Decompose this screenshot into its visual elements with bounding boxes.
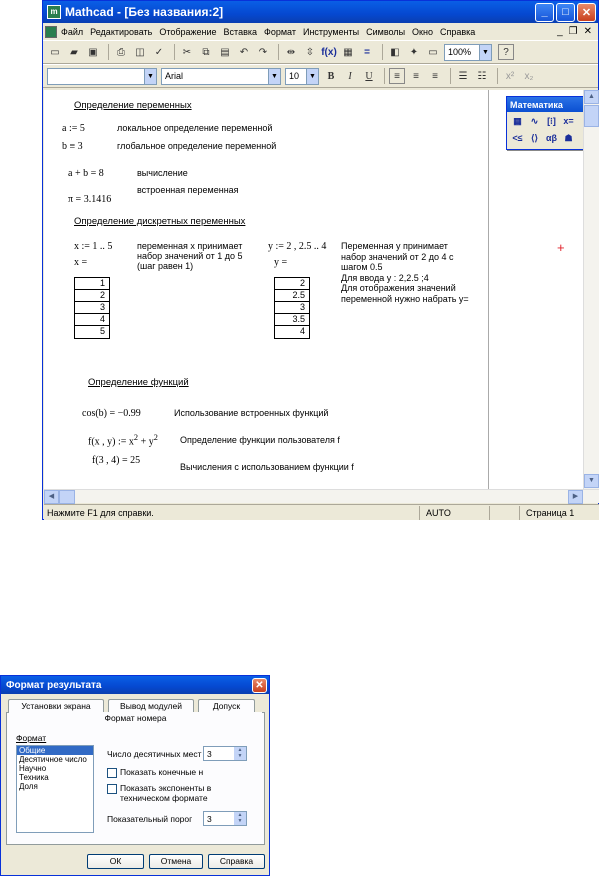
cut-icon[interactable]: ✂ [182, 46, 192, 58]
menu-bar [43, 23, 598, 40]
math-f-mid: + y [138, 436, 154, 448]
menu-symbolics[interactable]: Символы [366, 26, 406, 37]
scroll-down-icon[interactable]: ▼ [584, 474, 599, 488]
list-item-fraction[interactable]: Доля [19, 782, 38, 791]
menu-file[interactable]: Файл [61, 26, 84, 37]
text-line: Переменная y принимает [341, 241, 448, 251]
status-bar [44, 504, 599, 520]
toolbar-separator [384, 68, 385, 84]
math-y-equals[interactable]: y = [274, 257, 288, 268]
tab-number-format[interactable]: Формат номера [9, 712, 262, 725]
text-line: набор значений от 1 до 5 [137, 251, 243, 261]
standard-toolbar [43, 40, 598, 64]
text-pi-description[interactable]: встроенная переменная [137, 185, 239, 195]
text-y-description[interactable] [341, 241, 469, 304]
spinner-arrows-icon[interactable]: ▲ ▼ [234, 812, 246, 825]
ok-button[interactable]: ОК [87, 854, 144, 869]
style-select[interactable] [47, 68, 157, 85]
text-f-description[interactable]: Определение функции пользователя f [180, 435, 340, 445]
list-item-engineering[interactable]: Техника [19, 773, 49, 782]
symbolic-icon[interactable]: ☗ [564, 133, 573, 143]
heading-variables: Определение переменных [74, 100, 192, 111]
cancel-button[interactable]: Отмена [149, 854, 203, 869]
chevron-down-icon[interactable]: ▼ [479, 45, 491, 60]
zoom-select[interactable] [444, 44, 492, 61]
heading-range-variables: Определение дискретных переменных [74, 216, 246, 227]
dialog-titlebar [1, 676, 269, 694]
align-center-icon[interactable]: ≡ [413, 70, 419, 82]
bold-icon[interactable]: B [327, 70, 335, 82]
insert-function-icon[interactable]: f(x) [321, 46, 337, 58]
checkbox-box[interactable] [107, 784, 117, 794]
math-b-definition[interactable]: b ≡ 3 [62, 141, 83, 152]
new-document-icon[interactable]: ▭ [50, 46, 60, 58]
status-mode: AUTO [419, 506, 489, 520]
spinner-arrows-icon[interactable]: ▲ ▼ [234, 747, 246, 760]
table-cell: 1 [75, 278, 109, 290]
exponents-checkbox[interactable] [107, 783, 211, 803]
window-icon[interactable]: ▭ [428, 46, 438, 58]
status-page: Страница 1 [519, 506, 599, 520]
font-value: Arial [165, 71, 184, 81]
evaluation-icon[interactable]: x= [563, 116, 574, 126]
scroll-thumb[interactable] [584, 105, 599, 127]
tab-display-options[interactable]: Установки экрана [8, 699, 104, 712]
text-line: Для ввода y : 2,2.5 ;4 [341, 272, 429, 283]
math-sum[interactable]: a + b = 8 [68, 168, 104, 179]
toolbar-separator [450, 68, 451, 84]
close-button[interactable]: ✕ [577, 3, 596, 22]
tab-unit-display[interactable]: Вывод модулей [108, 699, 194, 712]
font-size-value: 10 [289, 71, 300, 81]
font-select[interactable] [161, 68, 281, 85]
decimals-value: 3 [207, 748, 212, 759]
menu-help[interactable]: Справка [439, 26, 476, 37]
status-help-text: Нажмите F1 для справки. [47, 507, 154, 518]
underline-icon[interactable]: U [365, 70, 373, 82]
graph-icon[interactable]: ∿ [530, 116, 539, 126]
text-f-call-description[interactable]: Вычисления с использованием функции f [180, 462, 354, 472]
result-format-dialog [0, 675, 270, 876]
redo-icon[interactable]: ↷ [258, 46, 268, 58]
tab-tolerance[interactable]: Допуск [198, 699, 255, 712]
maximize-button[interactable]: □ [556, 3, 575, 22]
table-cell: 5 [99, 326, 105, 336]
table-cell: 4 [299, 326, 305, 336]
doc-restore-icon[interactable]: ❐ [568, 26, 578, 37]
toolbar-separator [382, 44, 383, 60]
math-f-definition[interactable] [88, 433, 158, 447]
insertion-crosshair-icon: + [557, 240, 565, 255]
math-f-call[interactable]: f(3 , 4) = 25 [92, 455, 141, 466]
text-line: шагом 0.5 [341, 262, 383, 272]
spellcheck-icon[interactable]: ✓ [154, 46, 164, 58]
trailing-zeros-checkbox[interactable] [107, 767, 203, 778]
toolbar-separator [108, 44, 109, 60]
document-icon[interactable] [45, 26, 57, 38]
mathcad-app-icon: m [47, 5, 61, 19]
boolean-icon[interactable]: <≤ [512, 133, 523, 143]
text-cos-description[interactable]: Использование встроенных функций [174, 408, 329, 418]
text-line: (шаг равен 1) [137, 261, 194, 271]
chevron-down-icon[interactable]: ▼ [144, 69, 156, 84]
table-cell: 2.5 [275, 290, 309, 302]
menu-tools[interactable]: Инструменты [302, 26, 360, 37]
table-cell: 4 [75, 314, 109, 326]
math-cos[interactable]: cos(b) = −0.99 [82, 408, 141, 419]
superscript-icon[interactable]: x² [505, 70, 515, 82]
exponents-label [120, 783, 211, 803]
help-question-icon[interactable]: ? [498, 44, 514, 60]
math-f-exponent-2: 2 [153, 433, 158, 442]
mathcad-window [42, 0, 599, 520]
table-cell: 3 [75, 302, 109, 314]
save-icon[interactable]: ▣ [88, 46, 98, 58]
insert-unit-icon[interactable]: ▦ [343, 46, 353, 58]
math-f-exponent-1: 2 [133, 433, 139, 442]
math-f-base: f(x , y) := x [88, 436, 134, 448]
chevron-down-icon[interactable]: ▼ [306, 69, 318, 84]
threshold-spinner[interactable] [203, 811, 247, 826]
label-line: Показать экспоненты в [120, 783, 212, 793]
paste-icon[interactable]: ▤ [220, 46, 230, 58]
toolbar-separator [497, 68, 498, 84]
list-item-general[interactable]: Общие [17, 746, 93, 755]
page-margin-line [488, 90, 489, 489]
menu-view[interactable]: Отображение [159, 26, 217, 37]
palette-title: Математика [510, 99, 563, 110]
dialog-title: Формат результата [6, 679, 102, 691]
horizontal-scrollbar[interactable] [44, 489, 599, 503]
align-left-icon[interactable]: ≡ [389, 68, 405, 84]
scroll-left-icon[interactable]: ◀ [44, 490, 59, 504]
text-sum-description[interactable]: вычисление [137, 168, 188, 178]
math-x-equals[interactable]: x = [74, 257, 88, 268]
print-icon[interactable]: ⎙ [117, 46, 125, 58]
worksheet[interactable] [44, 90, 583, 489]
list-item-scientific[interactable]: Научно [19, 764, 47, 773]
greek-icon[interactable]: αβ [545, 133, 558, 143]
menu-edit[interactable]: Редактировать [90, 26, 153, 37]
scroll-right-icon[interactable]: ▶ [568, 490, 583, 504]
threshold-label: Показательный порог [107, 814, 193, 824]
menu-insert[interactable]: Вставка [223, 26, 257, 37]
programming-icon[interactable]: ⟨⟩ [530, 133, 539, 143]
format-listbox[interactable] [16, 745, 94, 833]
numbering-icon[interactable]: ☷ [477, 70, 487, 82]
format-label: Формат [16, 733, 47, 743]
decimals-spinner[interactable] [203, 746, 247, 761]
window-title: Mathcad - [Без названия:2] [65, 5, 224, 19]
toolbar-separator [174, 44, 175, 60]
math-y-definition[interactable]: y := 2 , 2.5 .. 4 [268, 241, 327, 252]
checkbox-box[interactable] [107, 768, 117, 778]
scroll-up-icon[interactable]: ▲ [584, 90, 599, 104]
align-right-icon[interactable]: ≡ [432, 70, 438, 82]
subscript-icon[interactable]: x₂ [524, 70, 534, 82]
dialog-close-icon[interactable]: ✕ [252, 678, 267, 693]
math-x-definition[interactable]: x := 1 .. 5 [74, 241, 113, 252]
toolbar-separator [278, 44, 279, 60]
threshold-value: 3 [207, 813, 212, 824]
doc-minimize-icon[interactable]: _ [557, 26, 563, 37]
text-line: Для отображения значений [341, 283, 456, 293]
matrix-icon[interactable]: [⁝] [547, 116, 556, 126]
open-folder-icon[interactable]: ▰ [70, 46, 78, 58]
chevron-down-icon[interactable]: ▼ [268, 69, 280, 84]
align-horizontal-icon[interactable]: ⇹ [286, 46, 296, 58]
formatting-toolbar [43, 64, 598, 88]
trailing-zeros-label: Показать конечные н [120, 767, 204, 777]
decimals-label: Число десятичных мест [107, 749, 202, 759]
text-line: набор значений от 2 до 4 с [341, 251, 454, 262]
text-line: переменная x принимает [137, 241, 243, 251]
label-line: техническом формате [120, 793, 208, 803]
table-cell: 2 [275, 278, 309, 290]
calculator-icon[interactable]: ▦ [513, 116, 522, 126]
table-cell: 3 [275, 302, 309, 314]
table-cell: 3.5 [275, 314, 309, 326]
copy-icon[interactable]: ⧉ [202, 46, 210, 58]
doc-close-icon[interactable]: ✕ [583, 26, 592, 37]
status-empty-cell [489, 506, 519, 520]
menu-format[interactable]: Формат [264, 26, 296, 37]
text-a-description[interactable]: локальное определение переменной [117, 123, 273, 133]
menu-window[interactable]: Окно [412, 26, 433, 37]
math-pi[interactable]: π = 3.1416 [68, 194, 112, 205]
bullets-icon[interactable]: ☰ [458, 70, 468, 82]
vertical-scrollbar[interactable] [583, 90, 599, 489]
undo-icon[interactable]: ↶ [239, 46, 249, 58]
dialog-tabs [8, 699, 255, 712]
align-vertical-icon[interactable]: ⇳ [305, 46, 315, 58]
text-line: переменной нужно набрать y= [341, 293, 469, 304]
font-size-select[interactable] [285, 68, 319, 85]
x-values-table[interactable] [74, 277, 110, 339]
text-x-description[interactable] [137, 241, 242, 271]
print-preview-icon[interactable]: ◫ [135, 46, 145, 58]
list-item-decimal[interactable]: Десятичное число [19, 755, 87, 764]
table-cell: 2 [75, 290, 109, 302]
component-icon[interactable]: ◧ [390, 46, 400, 58]
hscroll-thumb[interactable] [59, 490, 75, 504]
calculate-icon[interactable]: = [364, 46, 370, 58]
minimize-button[interactable]: _ [535, 3, 554, 22]
resource-center-icon[interactable]: ✦ [409, 46, 419, 58]
math-a-definition[interactable]: a := 5 [62, 123, 85, 134]
mathcad-titlebar [43, 1, 598, 23]
y-values-table[interactable] [274, 277, 310, 339]
italic-icon[interactable]: I [348, 70, 352, 82]
zoom-value: 100% [448, 47, 472, 57]
heading-functions: Определение функций [88, 377, 189, 388]
help-button[interactable]: Справка [208, 854, 265, 869]
text-b-description[interactable]: глобальное определение переменной [117, 141, 277, 151]
